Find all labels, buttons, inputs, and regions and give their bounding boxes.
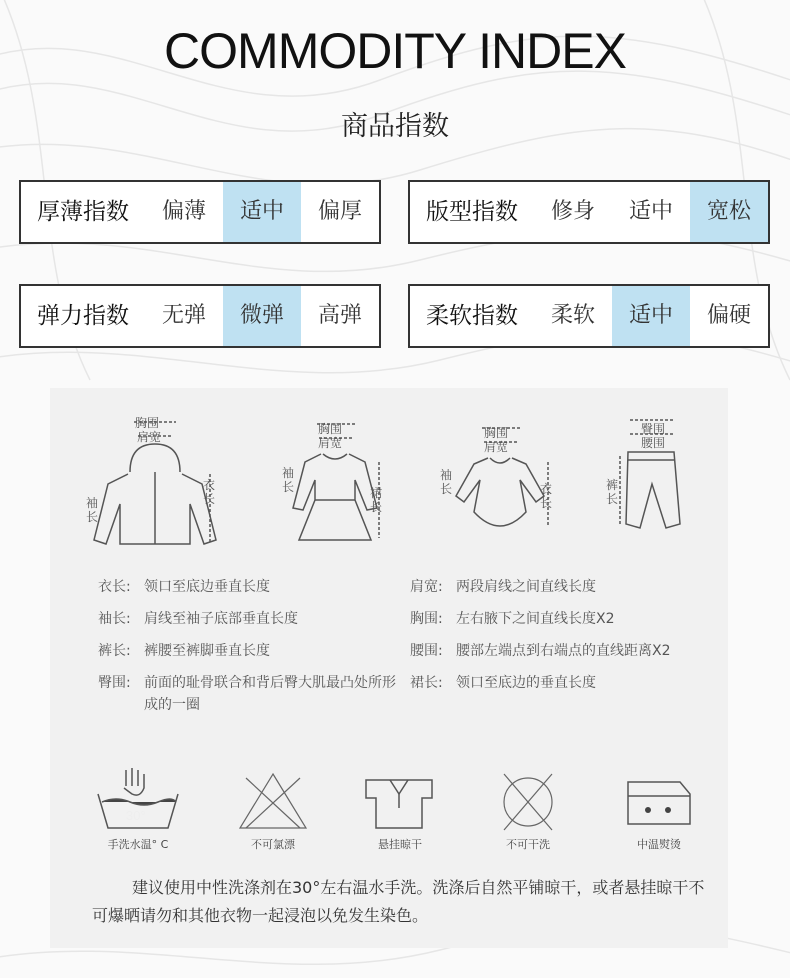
definition-text: 前面的耻骨联合和背后臀大肌最凸处所形成的一圈: [144, 675, 396, 713]
page-subtitle: 商品指数: [341, 111, 449, 142]
index-name: 厚薄指数: [37, 199, 129, 225]
definition-term: 衣长:: [98, 579, 131, 595]
sleeve-label: 袖长: [86, 496, 99, 524]
chest-label: 胸围: [484, 426, 509, 440]
sleeve-label: 袖长: [282, 466, 295, 494]
pants-length-label: 裤长: [606, 478, 619, 506]
care-label: 不可干洗: [506, 838, 550, 851]
thickness-index: [19, 180, 381, 244]
shoulder-label: 肩宽: [137, 430, 162, 444]
waist-label: 腰围: [641, 436, 666, 450]
definition-text: 腰部左端点到右端点的直线距离X2: [456, 643, 671, 659]
index-option: 柔软: [550, 303, 595, 328]
definition-term: 肩宽:: [410, 579, 443, 595]
index-option: 高弹: [317, 303, 362, 328]
definition-item: [98, 640, 270, 662]
skirt-length-label: 裙长: [370, 486, 383, 514]
page-title: COMMODITY INDEX: [164, 23, 626, 79]
definition-item: [98, 608, 298, 630]
care-label: 悬挂晾干: [378, 838, 422, 851]
definition-item: [410, 576, 596, 598]
index-option-selected: 适中: [612, 286, 690, 346]
index-name: 版型指数: [426, 199, 518, 225]
definition-text: 肩线至袖子底部垂直长度: [144, 611, 298, 627]
index-option-selected: 适中: [223, 182, 301, 242]
length-label: 衣长: [540, 482, 553, 510]
medium-iron-icon: [624, 768, 694, 832]
definition-item: [410, 672, 596, 694]
no-dry-clean-icon: [496, 768, 560, 832]
index-option-selected: 宽松: [690, 182, 768, 242]
hand-wash-icon: [96, 768, 180, 832]
care-label: 手洗水温° C: [107, 838, 169, 851]
definition-item: [98, 576, 270, 598]
care-label: 中温熨烫: [637, 838, 681, 851]
definition-text: 裤腰至裤脚垂直长度: [144, 643, 270, 659]
shoulder-label: 肩宽: [484, 440, 509, 454]
definition-term: 袖长:: [98, 611, 131, 627]
sleeve-label: 袖长: [440, 468, 453, 496]
definition-text: 领口至底边的垂直长度: [456, 675, 596, 691]
elasticity-index: [19, 284, 381, 348]
index-name: 柔软指数: [426, 303, 518, 329]
definition-item: [410, 640, 671, 662]
index-option-selected: 微弹: [223, 286, 301, 346]
chest-label: 胸围: [135, 416, 160, 430]
definition-term: 腰围:: [410, 643, 443, 659]
index-option: 偏硬: [706, 303, 751, 328]
no-bleach-icon: [236, 768, 310, 832]
index-option: 修身: [550, 199, 595, 224]
definition-text: 领口至底边垂直长度: [144, 579, 270, 595]
definition-item: [410, 608, 615, 630]
shoulder-label: 肩宽: [318, 436, 343, 450]
fit-index: [408, 180, 770, 244]
length-label: 衣长: [203, 478, 216, 506]
definition-term: 胸围:: [410, 611, 443, 627]
chest-label: 胸围: [318, 422, 343, 436]
definition-text: 两段肩线之间直线长度: [456, 579, 596, 595]
wash-temperature: 30°: [126, 808, 146, 823]
definition-term: 臀围:: [98, 675, 131, 691]
hip-label: 臀围: [641, 422, 666, 436]
definition-text: 左右腋下之间直线长度X2: [456, 611, 615, 627]
index-option: 偏厚: [317, 199, 362, 224]
softness-index: [408, 284, 770, 348]
care-label: 不可氯漂: [251, 838, 295, 851]
definition-term: 裤长:: [98, 643, 131, 659]
index-option: 适中: [628, 199, 673, 224]
index-option: 无弹: [161, 303, 206, 328]
hang-dry-icon: [362, 768, 436, 832]
definition-item: [98, 672, 398, 716]
definition-term: 裙长:: [410, 675, 443, 691]
index-name: 弹力指数: [37, 303, 129, 329]
index-option: 偏薄: [161, 199, 206, 224]
care-note: 建议使用中性洗涤剂在30°左右温水手洗。洗涤后自然平铺晾干，或者悬挂晾干不可爆晒请勿和其他衣物一起浸泡以免发生染色。: [92, 878, 705, 925]
